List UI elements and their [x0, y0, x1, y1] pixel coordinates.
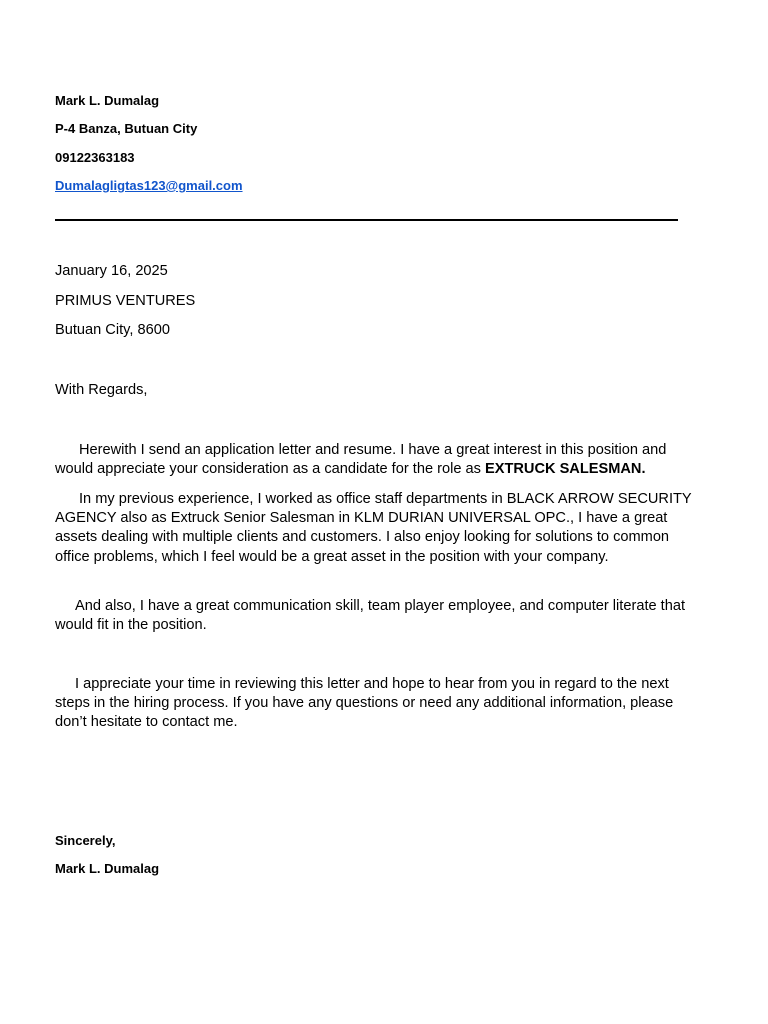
recipient-city: Butuan City, 8600 [55, 322, 170, 338]
paragraph-intro-text: Herewith I send an application letter and resume. I have a great interest in this position and would appreciate your consideration as a candidate for the role as [55, 442, 667, 478]
header-divider [55, 219, 678, 221]
sender-address: P-4 Banza, Butuan City [55, 121, 198, 136]
recipient-company: PRIMUS VENTURES [55, 293, 196, 309]
paragraph-closing [55, 675, 705, 733]
paragraph-experience [55, 490, 705, 567]
position-title: EXTRUCK SALESMAN. [484, 461, 646, 478]
sender-name: Mark L. Dumalag [55, 93, 160, 108]
salutation: With Regards, [55, 382, 148, 398]
paragraph-skills-text: And also, I have a great communication skill, team player employee, and computer literate that would fit in the position. [55, 598, 686, 634]
sender-email-link[interactable]: Dumalagligtas123@gmail.com [55, 178, 243, 193]
paragraph-skills [55, 597, 705, 635]
sender-phone: 09122363183 [55, 150, 135, 165]
letter-date: January 16, 2025 [55, 263, 168, 279]
paragraph-closing-text: I appreciate your time in reviewing this letter and hope to hear from you in regard to the next steps in the hiring process. If you have any questions or need any additional information, please don’t hesitate to contact me. [55, 676, 674, 731]
paragraph-intro [55, 441, 705, 479]
valediction: Sincerely, [55, 833, 116, 848]
paragraph-experience-text: In my previous experience, I worked as office staff departments in BLACK ARROW SECURITY AGENCY also as Extruck Senior Salesman in KLM DURIAN UNIVERSAL OPC., I have a great assets dealing with multiple clients and customers. I also enjoy looking for solutions to common office problems, which I feel would be a great asset in the position with your company. [55, 491, 692, 565]
signature-name: Mark L. Dumalag [55, 861, 160, 876]
